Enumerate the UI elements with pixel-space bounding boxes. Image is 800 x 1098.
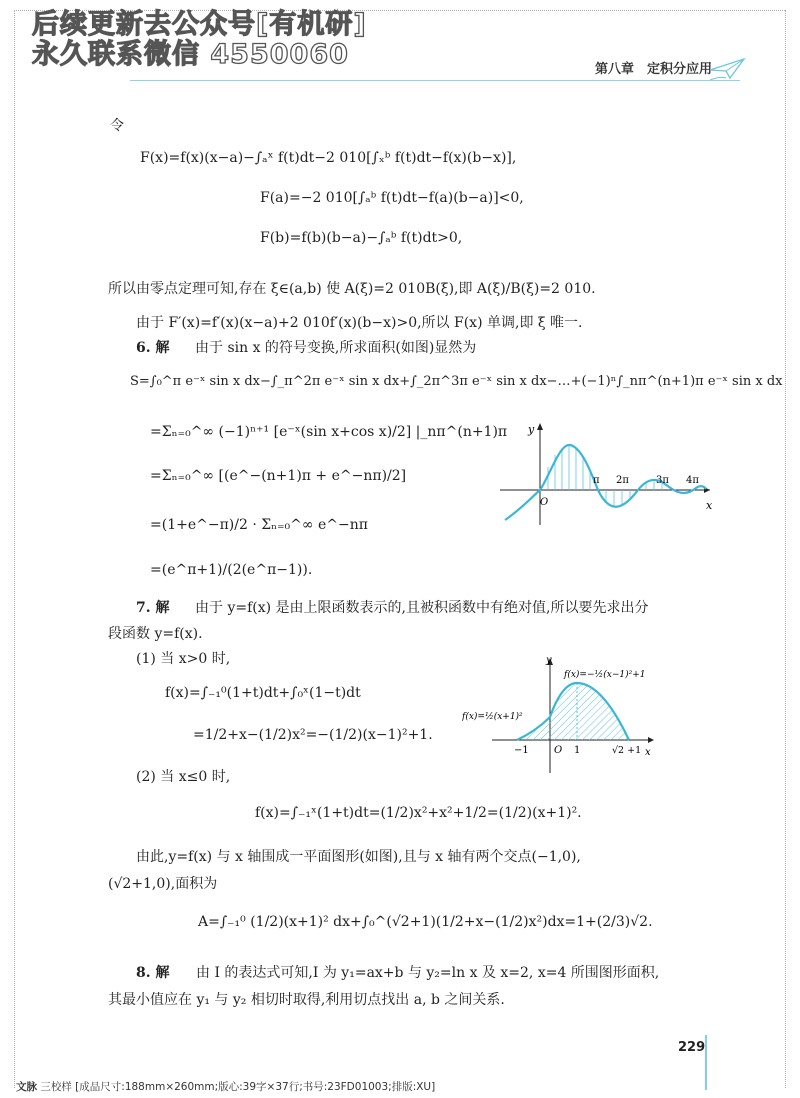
equation-S-3: =Σₙ₌₀^∞ [(e^−(n+1)π + e^−nπ)/2] <box>150 468 407 484</box>
damped-sine-curve <box>505 445 706 520</box>
case-1: (1) 当 x>0 时, <box>136 651 231 667</box>
page-border-right <box>785 10 786 1088</box>
equation-F-b: F(b)=f(b)(b−a)−∫ₐᵇ f(t)dt>0, <box>260 230 463 246</box>
fig1-origin: O <box>540 497 549 508</box>
page-side-bar <box>705 1035 707 1090</box>
footer-text: 三校样 [成品尺寸:188mm×260mm;版心:39字×37行;书号:23FD01003;排版:XU] <box>40 1081 436 1093</box>
equation-f-2: =1/2+x−(1/2)x²=−(1/2)(x−1)²+1. <box>193 727 433 743</box>
fig2-one: 1 <box>574 745 581 756</box>
equation-f-3: f(x)=∫₋₁ˣ(1+t)dt=(1/2)x²+x²+1/2=(1/2)(x+1)². <box>255 805 582 821</box>
fig1-2pi: 2π <box>616 475 629 486</box>
problem-8-text-2: 其最小值应在 y₁ 与 y₂ 相切时取得,利用切点找出 a, b 之间关系. <box>108 992 505 1008</box>
fig2-neg1: −1 <box>514 745 529 756</box>
x-axis-arrow <box>648 737 654 743</box>
problem-7-text-1: 由于 y=f(x) 是由上限函数表示的,且被积函数中有绝对值,所以要先求出分 <box>195 600 649 616</box>
damped-sine-figure <box>500 415 715 530</box>
equation-f-1: f(x)=∫₋₁⁰(1+t)dt+∫₀ˣ(1−t)dt <box>165 685 361 701</box>
case-2: (2) 当 x≤0 时, <box>136 769 231 785</box>
equation-S-1: S=∫₀^π e⁻ˣ sin x dx−∫_π^2π e⁻ˣ sin x dx+∫_2π^3π e⁻ˣ sin x dx−…+(−1)ⁿ∫_nπ^(n+1)π e⁻ˣ sin x dx <box>130 374 783 389</box>
equation-S-4: =(1+e^−π)/2 · Σₙ₌₀^∞ e^−nπ <box>150 517 368 533</box>
fig2-label-right: f(x)=−½(x−1)²+1 <box>564 670 646 680</box>
problem-8-text-1: 由 I 的表达式可知,I 为 y₁=ax+b 与 y₂=ln x 及 x=2, x=4 所围图形面积, <box>196 965 660 981</box>
equation-F-x: F(x)=f(x)(x−a)−∫ₐˣ f(t)dt−2 010[∫ₓᵇ f(t)dt−f(x)(b−x)], <box>140 150 517 166</box>
fig1-x-label: x <box>706 499 713 512</box>
problem-6-label: 6. 解 <box>136 340 170 356</box>
page-number: 229 <box>678 1040 706 1055</box>
problem-7-label: 7. 解 <box>136 600 170 616</box>
equation-S-5: =(e^π+1)/(2(e^π−1)). <box>150 562 313 578</box>
fig1-y-label: y <box>528 423 535 436</box>
footer-brand: 文脉 <box>16 1081 37 1093</box>
enclosed-text-2: (√2+1,0),面积为 <box>108 876 218 892</box>
watermark-line-1: 后续更新去公众号[有机研] <box>32 9 367 40</box>
fig1-pi: π <box>593 475 600 486</box>
piecewise-figure <box>462 655 662 775</box>
equation-S-2: =Σₙ₌₀^∞ (−1)ⁿ⁺¹ [e⁻ˣ(sin x+cos x)/2] |_nπ^(n+1)π <box>150 424 508 440</box>
fig2-origin: O <box>554 745 563 756</box>
zero-point-line: 所以由零点定理可知,存在 ξ∈(a,b) 使 A(ξ)=2 010B(ξ),即 A(ξ)/B(ξ)=2 010. <box>108 281 596 297</box>
equation-F-a: F(a)=−2 010[∫ₐᵇ f(t)dt−f(a)(b−a)]<0, <box>260 190 524 206</box>
paper-plane-icon <box>708 56 748 82</box>
chapter-title: 第八章 定积分应用 <box>595 62 713 77</box>
fig1-3pi: 3π <box>656 475 669 486</box>
problem-7-text-2: 段函数 y=f(x). <box>108 626 203 642</box>
problem-6-text: 由于 sin x 的符号变换,所求面积(如图)显然为 <box>195 340 477 356</box>
fig1-4pi: 4π <box>686 475 699 486</box>
fig2-y-label: y <box>546 655 552 666</box>
y-axis-arrow <box>537 423 543 430</box>
fig2-x-label: x <box>645 747 651 758</box>
intro-word: 令 <box>110 118 124 134</box>
header-rule <box>130 80 740 81</box>
problem-8-label: 8. 解 <box>136 965 170 981</box>
equation-A: A=∫₋₁⁰ (1/2)(x+1)² dx+∫₀^(√2+1)(1/2+x−(1/2)x²)dx=1+(2/3)√2. <box>198 914 653 930</box>
monotonic-line: 由于 F′(x)=f′(x)(x−a)+2 010f′(x)(b−x)>0,所以 F(x) 单调,即 ξ 唯一. <box>136 315 583 331</box>
fig2-label-left: f(x)=½(x+1)² <box>462 712 523 722</box>
fig2-root: √2 +1 <box>612 745 642 756</box>
watermark-line-2: 永久联系微信 4550060 <box>32 39 349 70</box>
enclosed-text-1: 由此,y=f(x) 与 x 轴围成一平面图形(如图),且与 x 轴有两个交点(−1,0), <box>136 849 581 865</box>
footer <box>16 1079 435 1094</box>
page-border-left <box>14 10 15 1088</box>
